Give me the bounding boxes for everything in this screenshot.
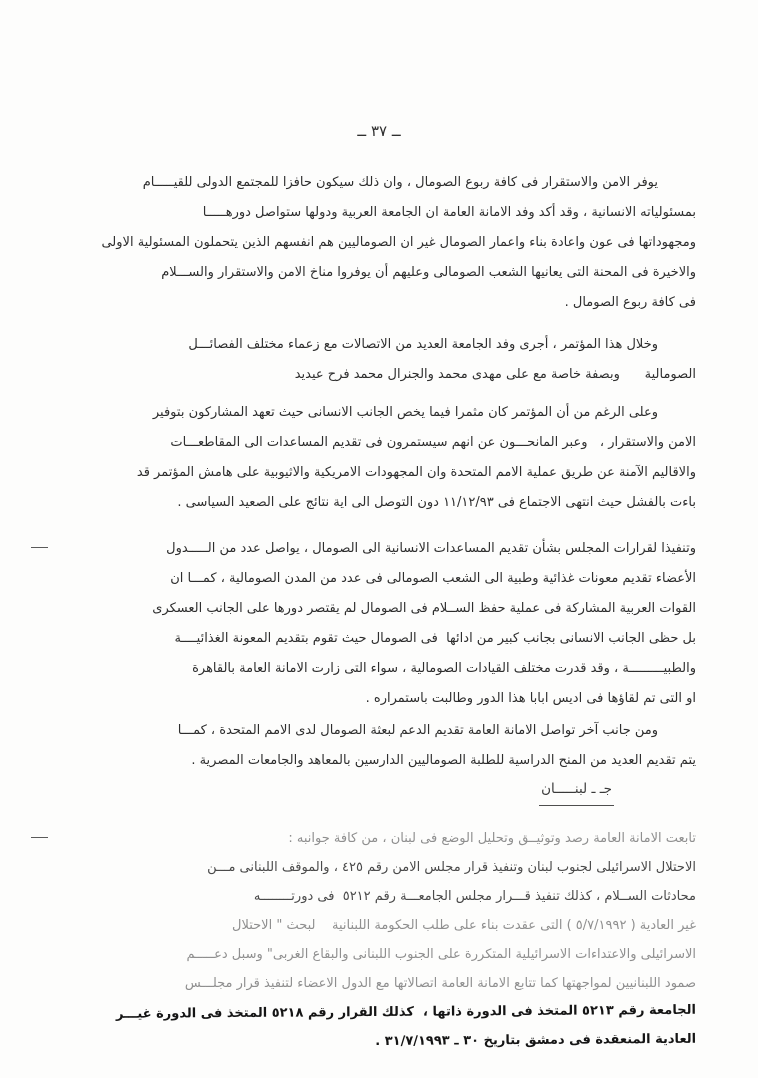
text-line: والاقاليم الآمنة عن طريق عملية الامم المتحدة وان المجهودات الامريكية والاثيوبية على هامش المؤتمر قد: [136, 465, 696, 480]
text-line: الصومالية وبصفة خاصة مع على مهدى محمد والجنرال محمد فرح عيديد: [294, 367, 696, 382]
text-line: والاخيرة فى المحنة التى يعانيها الشعب الصومالى وعليهم أن يوفروا مناخ الامن والاستقرار والســـلام: [161, 265, 696, 280]
text-line: محادثات الســلام ، كذلك تنفيذ قـــرار مجلس الجامعـــة رقم ٥٢١٢ فى دورتــــــــه: [253, 889, 696, 904]
text-line: تابعت الامانة العامة رصد وتوثيــق وتحليل الوضع فى لبنان ، من كافة جوانبه :: [288, 831, 696, 846]
text-line: وخلال هذا المؤتمر ، أجرى وفد الجامعة العديد من الاتصالات مع زعماء مختلف الفصائـــل: [188, 337, 658, 352]
paragraph-p6a: [58, 824, 696, 998]
text-line: بمسئولياته الانسانية ، وقد أكد وفد الامانة العامة ان الجامعة العربية ودولها ستواصل دورهـــــا: [202, 205, 696, 220]
text-line: العادية المنعقدة فى دمشق بتاريخ ٣٠ ـ ٣١/٧/١٩٩٣ .: [375, 1031, 697, 1050]
paragraph-p3: [58, 398, 696, 518]
paragraph-p4: [58, 534, 696, 714]
text-line: ومن جانب آخر تواصل الامانة العامة تقديم الدعم لبعثة الصومال لدى الامم المتحدة ، كمـــا: [177, 723, 658, 738]
margin-dash-icon: [31, 837, 48, 838]
text-line: الامن والاستقرار ، وعبر المانحـــون عن انهم سيستمرون فى تقديم المساعدات الى المقاطعـــات: [170, 435, 696, 450]
margin-dash-icon: [31, 547, 48, 548]
text-line: الاحتلال الاسرائيلى لجنوب لبنان وتنفيذ قرار مجلس الامن رقم ٤٢٥ ، والموقف اللبنانى مـــن: [207, 860, 696, 875]
text-line: وعلى الرغم من أن المؤتمر كان مثمرا فيما يخص الجانب الانسانى حيث تعهد المشاركون بتوفير: [152, 405, 658, 420]
text-line: يوفر الامن والاستقرار فى كافة ربوع الصومال ، وان ذلك سيكون حافزا للمجتمع الدولى للقيـــــام: [142, 175, 658, 190]
text-line: الأعضاء تقديم معونات غذائية وطبية الى الشعب الصومالى فى عدد من المدن الصومالية ، كمـــا ان: [170, 571, 696, 586]
text-line: فى كافة ربوع الصومال .: [564, 295, 696, 310]
text-line: الجامعة رقم ٥٢١٣ المتخذ فى الدورة ذاتها ، كذلك القرار رقم ٥٢١٨ المتخذ فى الدورة غيـــر: [115, 1002, 696, 1022]
text-line: الاسرائيلى والاعتداءات الاسرائيلية المتكررة على الجنوب اللبنانى والبقاع الغربى" وسبل دعـــــم: [186, 947, 696, 962]
page-number: ــ ٣٧ ــ: [357, 122, 401, 140]
text-line: باءت بالفشل حيث انتهى الاجتماع فى ١١/١٢/٩٣ دون التوصل الى اية نتائج على الصعيد السياسى .: [177, 495, 696, 510]
text-line: بل حظى الجانب الانسانى بجانب كبير من ادائها فى الصومال حيث تقوم بتقديم المعونة الغذائيــــة: [174, 631, 696, 646]
text-line: والطبيـــــــــة ، وقد قدرت مختلف القيادات الصومالية ، سواء التى زارت الامانة العامة بالقاهرة: [192, 661, 696, 676]
text-line: وتنفيذا لقرارات المجلس بشأن تقديم المساعدات الانسانية الى الصومال ، يواصل عدد من الـــــدول: [166, 541, 696, 556]
text-line: غير العادية ( ٥/٧/١٩٩٢ ) التى عقدت بناء على طلب الحكومة اللبنانية لبحث " الاحتلال: [232, 918, 696, 933]
text-line: ومجهوداتها فى عون واعادة بناء واعمار الصومال غير ان الصوماليين هم انفسهم الذين يتحملون المسئولية الاولى: [101, 235, 696, 250]
section-heading-lebanon-heading: جـ ـ لبنـــــان: [539, 776, 614, 806]
document-body: [58, 168, 696, 1056]
text-line: صمود اللبنانيين لمواجهتها كما تتابع الامانة العامة اتصالاتها مع الدول الاعضاء لتنفيذ قرار مجلـــس: [184, 976, 696, 991]
paragraph-p1: [58, 168, 696, 318]
text-line: القوات العربية المشاركة فى عملية حفظ الســلام فى الصومال لم يقتصر دورها على الجانب العسكرى: [152, 601, 696, 616]
paragraph-p2: [58, 330, 696, 390]
text-line: او التى تم لقاؤها فى اديس ابابا هذا الدور وطالبت باستمراره .: [365, 691, 696, 706]
paragraph-p6b: [58, 996, 696, 1058]
text-line: يتم تقديم العديد من المنح الدراسية للطلبة الصوماليين الدارسين بالمعاهد والجامعات المصرية .: [191, 753, 696, 768]
paragraph-p5: [58, 716, 696, 776]
